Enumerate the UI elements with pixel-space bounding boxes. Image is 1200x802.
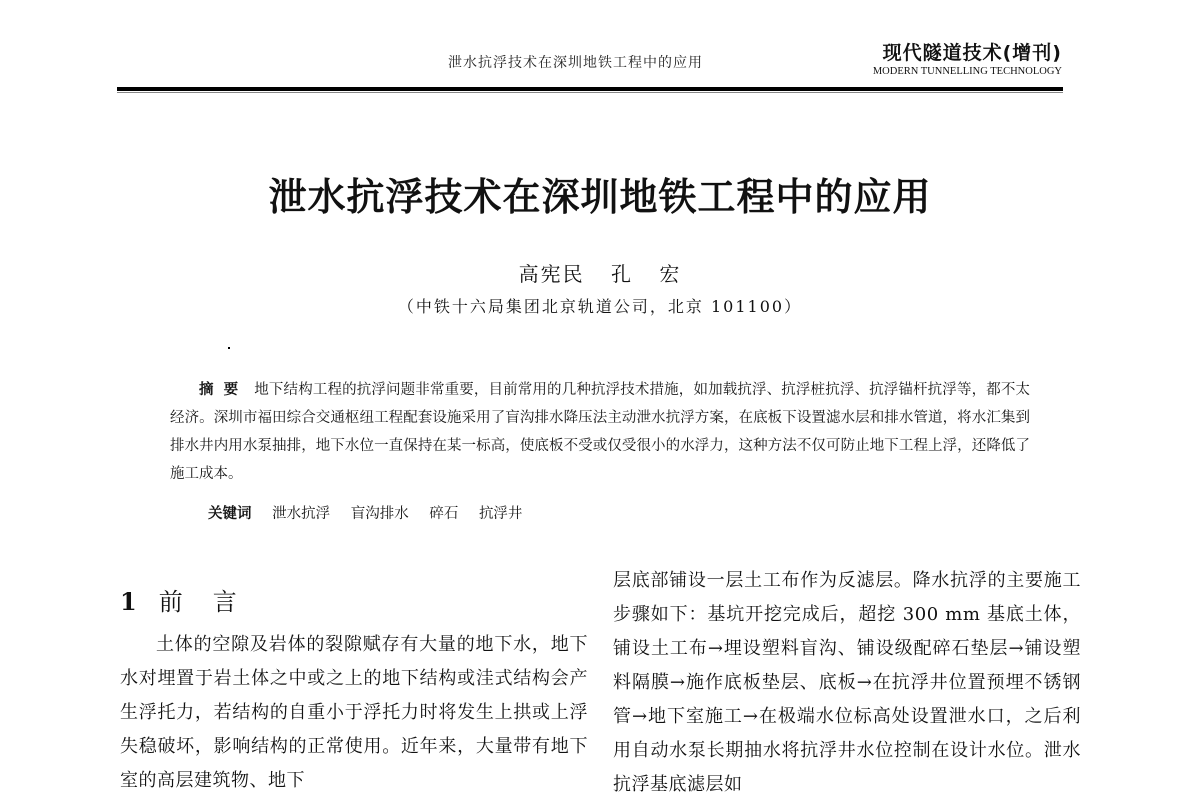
body-left-column bbox=[120, 628, 588, 798]
abstract-text: 地下结构工程的抗浮问题非常重要，目前常用的几种抗浮技术措施，如加载抗浮、抗浮桩抗浮、抗浮锚杆抗浮等，都不太经济。深圳市福田综合交通枢纽工程配套设施采用了盲沟排水降压法主动泄水抗浮方案，在底板下设置滤水层和排水管道，将水汇集到排水井内用水泵抽排，地下水位一直保持在某一标高，使底板不受或仅受很小的水浮力，这种方法不仅可防止地下工程上浮，还降低了施工成本。 bbox=[170, 382, 1030, 482]
keywords-label: 关键词 bbox=[208, 506, 252, 522]
scan-artifact-dot bbox=[228, 347, 230, 349]
keyword: 盲沟排水 bbox=[350, 506, 409, 522]
abstract bbox=[170, 376, 1030, 488]
body-paragraph: 土体的空隙及岩体的裂隙赋存有大量的地下水，地下水对埋置于岩土体之中或之上的地下结构或洼式结构会产生浮托力，若结构的自重小于浮托力时将发生上拱或上浮失稳破坏，影响结构的正常使用。近年来，大量带有地下室的高层建筑物、地下 bbox=[120, 634, 588, 791]
paper-affiliation: （中铁十六局集团北京轨道公司，北京 101100） bbox=[397, 297, 803, 316]
header-rule-thin bbox=[117, 92, 1063, 93]
section-title-part2: 言 bbox=[212, 588, 239, 616]
section-title-part1: 前 bbox=[158, 588, 185, 616]
section-number: 1 bbox=[120, 587, 139, 616]
body-paragraph: 层底部铺设一层土工布作为反滤层。降水抗浮的主要施工步骤如下：基坑开挖完成后，超挖 300 mm 基底土体，铺设土工布→埋设塑料盲沟、铺设级配碎石垫层→铺设塑料隔膜→施作底板垫层、底板→在抗浮井位置预埋不锈钢管→地下室施工→在极端水位标高处设置泄水口，之后利用自动水泵长期抽水将抗浮井水位控制在设计水位。泄水抗浮基底滤层如 bbox=[613, 570, 1081, 795]
keyword: 抗浮井 bbox=[478, 506, 523, 522]
abstract-label: 摘要 bbox=[199, 382, 249, 398]
running-header-article-title: 泄水抗浮技术在深圳地铁工程中的应用 bbox=[448, 55, 703, 71]
journal-name-cn: 现代隧道技术(增刊) bbox=[882, 42, 1062, 64]
keyword: 泄水抗浮 bbox=[272, 506, 331, 522]
paper-authors: 高宪民 孔 宏 bbox=[518, 262, 682, 286]
keyword: 碎石 bbox=[429, 506, 459, 522]
header-rule bbox=[117, 87, 1063, 91]
keywords bbox=[208, 502, 538, 523]
paper-title: 泄水抗浮技术在深圳地铁工程中的应用 bbox=[268, 175, 932, 219]
section-heading bbox=[120, 582, 239, 617]
body-right-column bbox=[613, 564, 1081, 802]
journal-name-en: MODERN TUNNELLING TECHNOLOGY bbox=[872, 66, 1062, 77]
